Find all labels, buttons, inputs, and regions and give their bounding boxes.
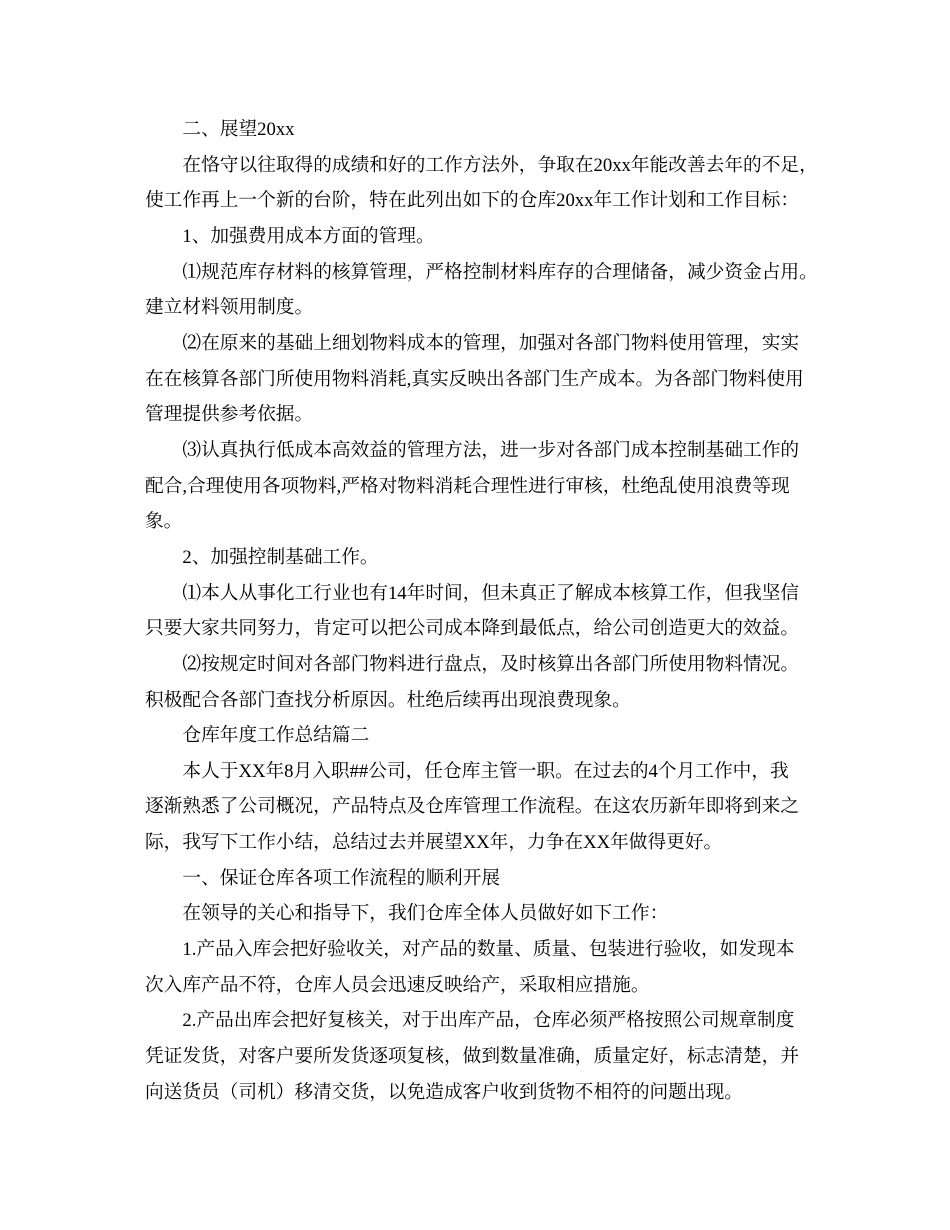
- text-line: 积极配合各部门查找分析原因。杜绝后续再出现浪费现象。: [145, 689, 631, 711]
- text-line: 象。: [145, 511, 183, 533]
- list-item: [145, 433, 825, 540]
- text-line: 2.产品出库会把好复核关，对于出库产品，仓库必须严格按照公司规章制度: [182, 1010, 795, 1032]
- text-line: 使工作再上一个新的台阶，特在此列出如下的仓库20xx年工作计划和工作目标：: [145, 190, 800, 212]
- list-item: [145, 326, 825, 433]
- heading-text: 仓库年度工作总结篇二: [182, 725, 370, 747]
- text-line: 建立材料领用制度。: [145, 297, 314, 319]
- text-line: 在恪守以往取得的成绩和好的工作方法外，争取在20xx年能改善去年的不足，: [182, 154, 818, 176]
- text-line: 在在核算各部门所使用物料消耗,真实反映出各部门生产成本。为各部门物料使用: [145, 368, 804, 390]
- text-line: 管理提供参考依据。: [145, 404, 314, 426]
- heading-text: 1、加强费用成本方面的管理。: [182, 225, 435, 247]
- text-line: ⑵按规定时间对各部门物料进行盘点，及时核算出各部门所使用物料情况。: [182, 653, 800, 675]
- text-line: 1.产品入库会把好验收关，对产品的数量、质量、包装进行验收，如发现本: [182, 939, 795, 961]
- text-line: ⑶认真执行低成本高效益的管理方法，进一步对各部门成本控制基础工作的: [182, 439, 800, 461]
- list-item: [145, 576, 825, 647]
- subsection-heading: [145, 540, 825, 576]
- heading-text: 二、展望20xx: [182, 119, 295, 140]
- text-line: ⑴本人从事化工行业也有14年时间，但未真正了解成本核算工作，但我坚信: [182, 582, 800, 604]
- document-title: [145, 718, 825, 754]
- paragraph: [145, 754, 825, 861]
- text-line: 在领导的关心和指导下，我们仓库全体人员做好如下工作：: [182, 903, 669, 925]
- text-line: 本人于XX年8月入职##公司，任仓库主管一职。在过去的4个月工作中，我: [182, 760, 789, 782]
- paragraph: [145, 896, 825, 932]
- text-line: 次入库产品不符，仓库人员会迅速反映给产，采取相应措施。: [145, 974, 650, 996]
- section-heading: [145, 112, 825, 148]
- text-line: 逐渐熟悉了公司概况，产品特点及仓库管理工作流程。在这农历新年即将到来之: [145, 796, 800, 818]
- text-line: 向送货员（司机）移清交货，以免造成客户收到货物不相符的问题出现。: [145, 1081, 743, 1103]
- text-line: 配合,合理使用各项物料,严格对物料消耗合理性进行审核，杜绝乱使用浪费等现: [145, 475, 790, 497]
- list-item: [145, 647, 825, 718]
- list-item: [145, 932, 825, 1003]
- subsection-heading: [145, 219, 825, 255]
- document-body: [145, 112, 825, 1110]
- list-item: [145, 255, 825, 326]
- section-heading: [145, 861, 825, 897]
- paragraph: [145, 148, 825, 219]
- text-line: 际，我写下工作小结，总结过去并展望XX年，力争在XX年做得更好。: [145, 832, 723, 854]
- heading-text: 2、加强控制基础工作。: [182, 546, 379, 568]
- text-line: 只要大家共同努力，肯定可以把公司成本降到最低点，给公司创造更大的效益。: [145, 618, 800, 640]
- text-line: ⑴规范库存材料的核算管理，严格控制材料库存的合理储备，减少资金占用。: [182, 261, 818, 283]
- text-line: ⑵在原来的基础上细划物料成本的管理，加强对各部门物料使用管理，实实: [182, 332, 800, 354]
- list-item: [145, 1003, 825, 1110]
- text-line: 凭证发货，对客户要所发货逐项复核，做到数量准确，质量定好，标志清楚，并: [145, 1046, 800, 1068]
- heading-text: 一、保证仓库各项工作流程的顺利开展: [182, 867, 501, 889]
